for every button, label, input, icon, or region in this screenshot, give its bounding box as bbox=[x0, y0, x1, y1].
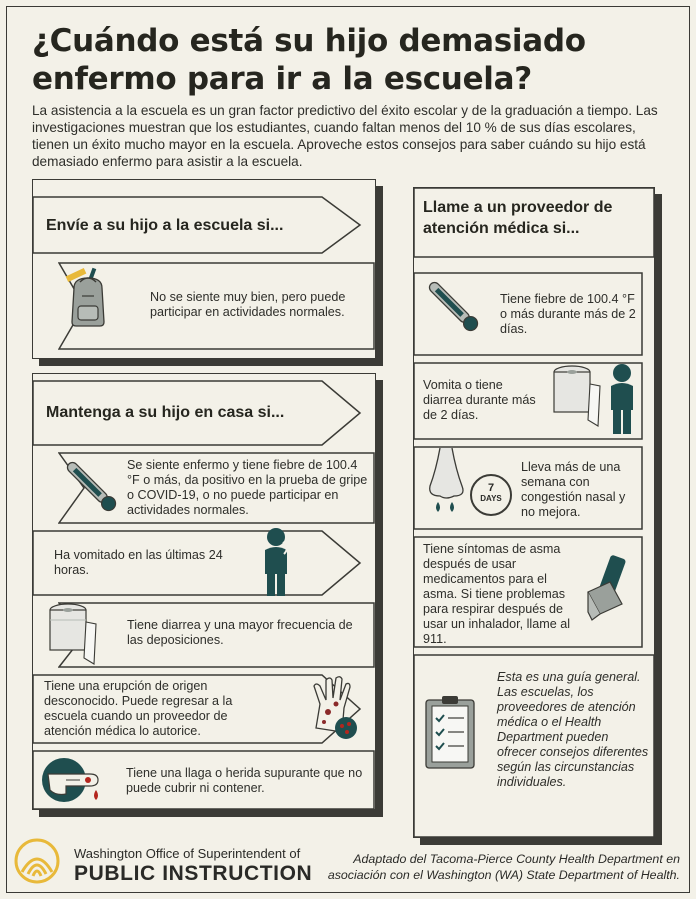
call-item-vomit-text: Vomita o tiene diarrea durante más de 2 días. bbox=[423, 378, 536, 422]
inhaler-icon bbox=[582, 552, 634, 624]
send-heading: Envíe a su hijo a la escuela si... bbox=[46, 217, 284, 234]
runny-nose-icon bbox=[426, 446, 472, 516]
footer-credit: Adaptado del Tacoma-Pierce County Health Department en asociación con el Washington (WA) State Department of Health. bbox=[327, 852, 680, 882]
seven-days-calendar-icon bbox=[470, 474, 512, 516]
days-badge-word: DAYS bbox=[480, 494, 502, 503]
call-heading: Llame a un proveedor de atención médica si... bbox=[423, 199, 613, 237]
thermometer-icon bbox=[62, 458, 124, 518]
home-item-vomit-text: Ha vomitado en las últimas 24 horas. bbox=[54, 548, 223, 577]
home-item-rash-text: Tiene una erupción de origen desconocido. Puede regresar a la escuela cuando un proveedor de atención médica lo autorice. bbox=[44, 679, 233, 738]
rash-hand-icon bbox=[306, 674, 366, 742]
call-item-asthma-text: Tiene síntomas de asma después de usar medicamentos para el asma. Si tiene problemas para respirar después de usar un inhalador, llame al 911. bbox=[423, 542, 571, 646]
page-title: ¿Cuándo está su hijo demasiado enfermo para ir a la escuela? bbox=[32, 23, 586, 97]
general-guide-note: Esta es una guía general. Las escuelas, los proveedores de atención médica o el Health Department pueden ofrecer consejos diferentes según las circunstancias individuales. bbox=[497, 670, 649, 789]
sick-person-icon bbox=[256, 526, 296, 598]
home-heading-banner bbox=[32, 380, 362, 446]
thermometer-icon bbox=[424, 278, 486, 338]
sick-person-icon bbox=[604, 362, 640, 436]
backpack-icon bbox=[60, 266, 116, 330]
call-item-fever-text: Tiene fiebre de 100.4 °F o más durante más de 2 días. bbox=[500, 292, 636, 336]
send-heading-banner bbox=[32, 196, 362, 254]
call-item-congestion-text: Lleva más de una semana con congestión nasal y no mejora. bbox=[521, 460, 626, 519]
home-item-wound-text: Tiene una llaga o herida supurante que no puede cubrir ni contener. bbox=[126, 766, 363, 795]
wounded-finger-icon bbox=[40, 752, 106, 808]
call-heading-banner bbox=[413, 187, 655, 267]
days-badge-number: 7 bbox=[487, 482, 495, 494]
toilet-paper-icon bbox=[44, 602, 100, 668]
ospi-logo-icon bbox=[14, 838, 60, 884]
home-item-diarrhea-text: Tiene diarrea y una mayor frecuencia de las deposiciones. bbox=[127, 618, 353, 647]
home-heading: Mantenga a su hijo en casa si... bbox=[46, 404, 285, 421]
footer-org-line1: Washington Office of Superintendent of bbox=[74, 846, 301, 861]
home-item-diarrhea bbox=[58, 602, 376, 668]
intro-paragraph: La asistencia a la escuela es un gran factor predictivo del éxito escolar y de la graduación a tiempo. Las investigaciones muestran que los estudiantes, cuando faltan menos del 10 % de sus días escolares, tienen un éxito mucho mayor en la escuela. Aproveche estos consejos para saber cuándo su hijo está demasiado enfermo para asistir a la escuela. bbox=[32, 103, 658, 169]
footer-org-line2: PUBLIC INSTRUCTION bbox=[74, 862, 313, 885]
clipboard-checklist-icon bbox=[418, 692, 482, 776]
home-item-fever-text: Se siente enfermo y tiene fiebre de 100.4 °F o más, da positivo en la prueba de gripe o COVID-19, o no puede participar en actividades normales. bbox=[127, 458, 368, 517]
home-item-vomit bbox=[32, 530, 362, 596]
send-item-text: No se siente muy bien, pero puede participar en actividades normales. bbox=[150, 290, 346, 319]
toilet-paper-icon bbox=[548, 364, 604, 430]
